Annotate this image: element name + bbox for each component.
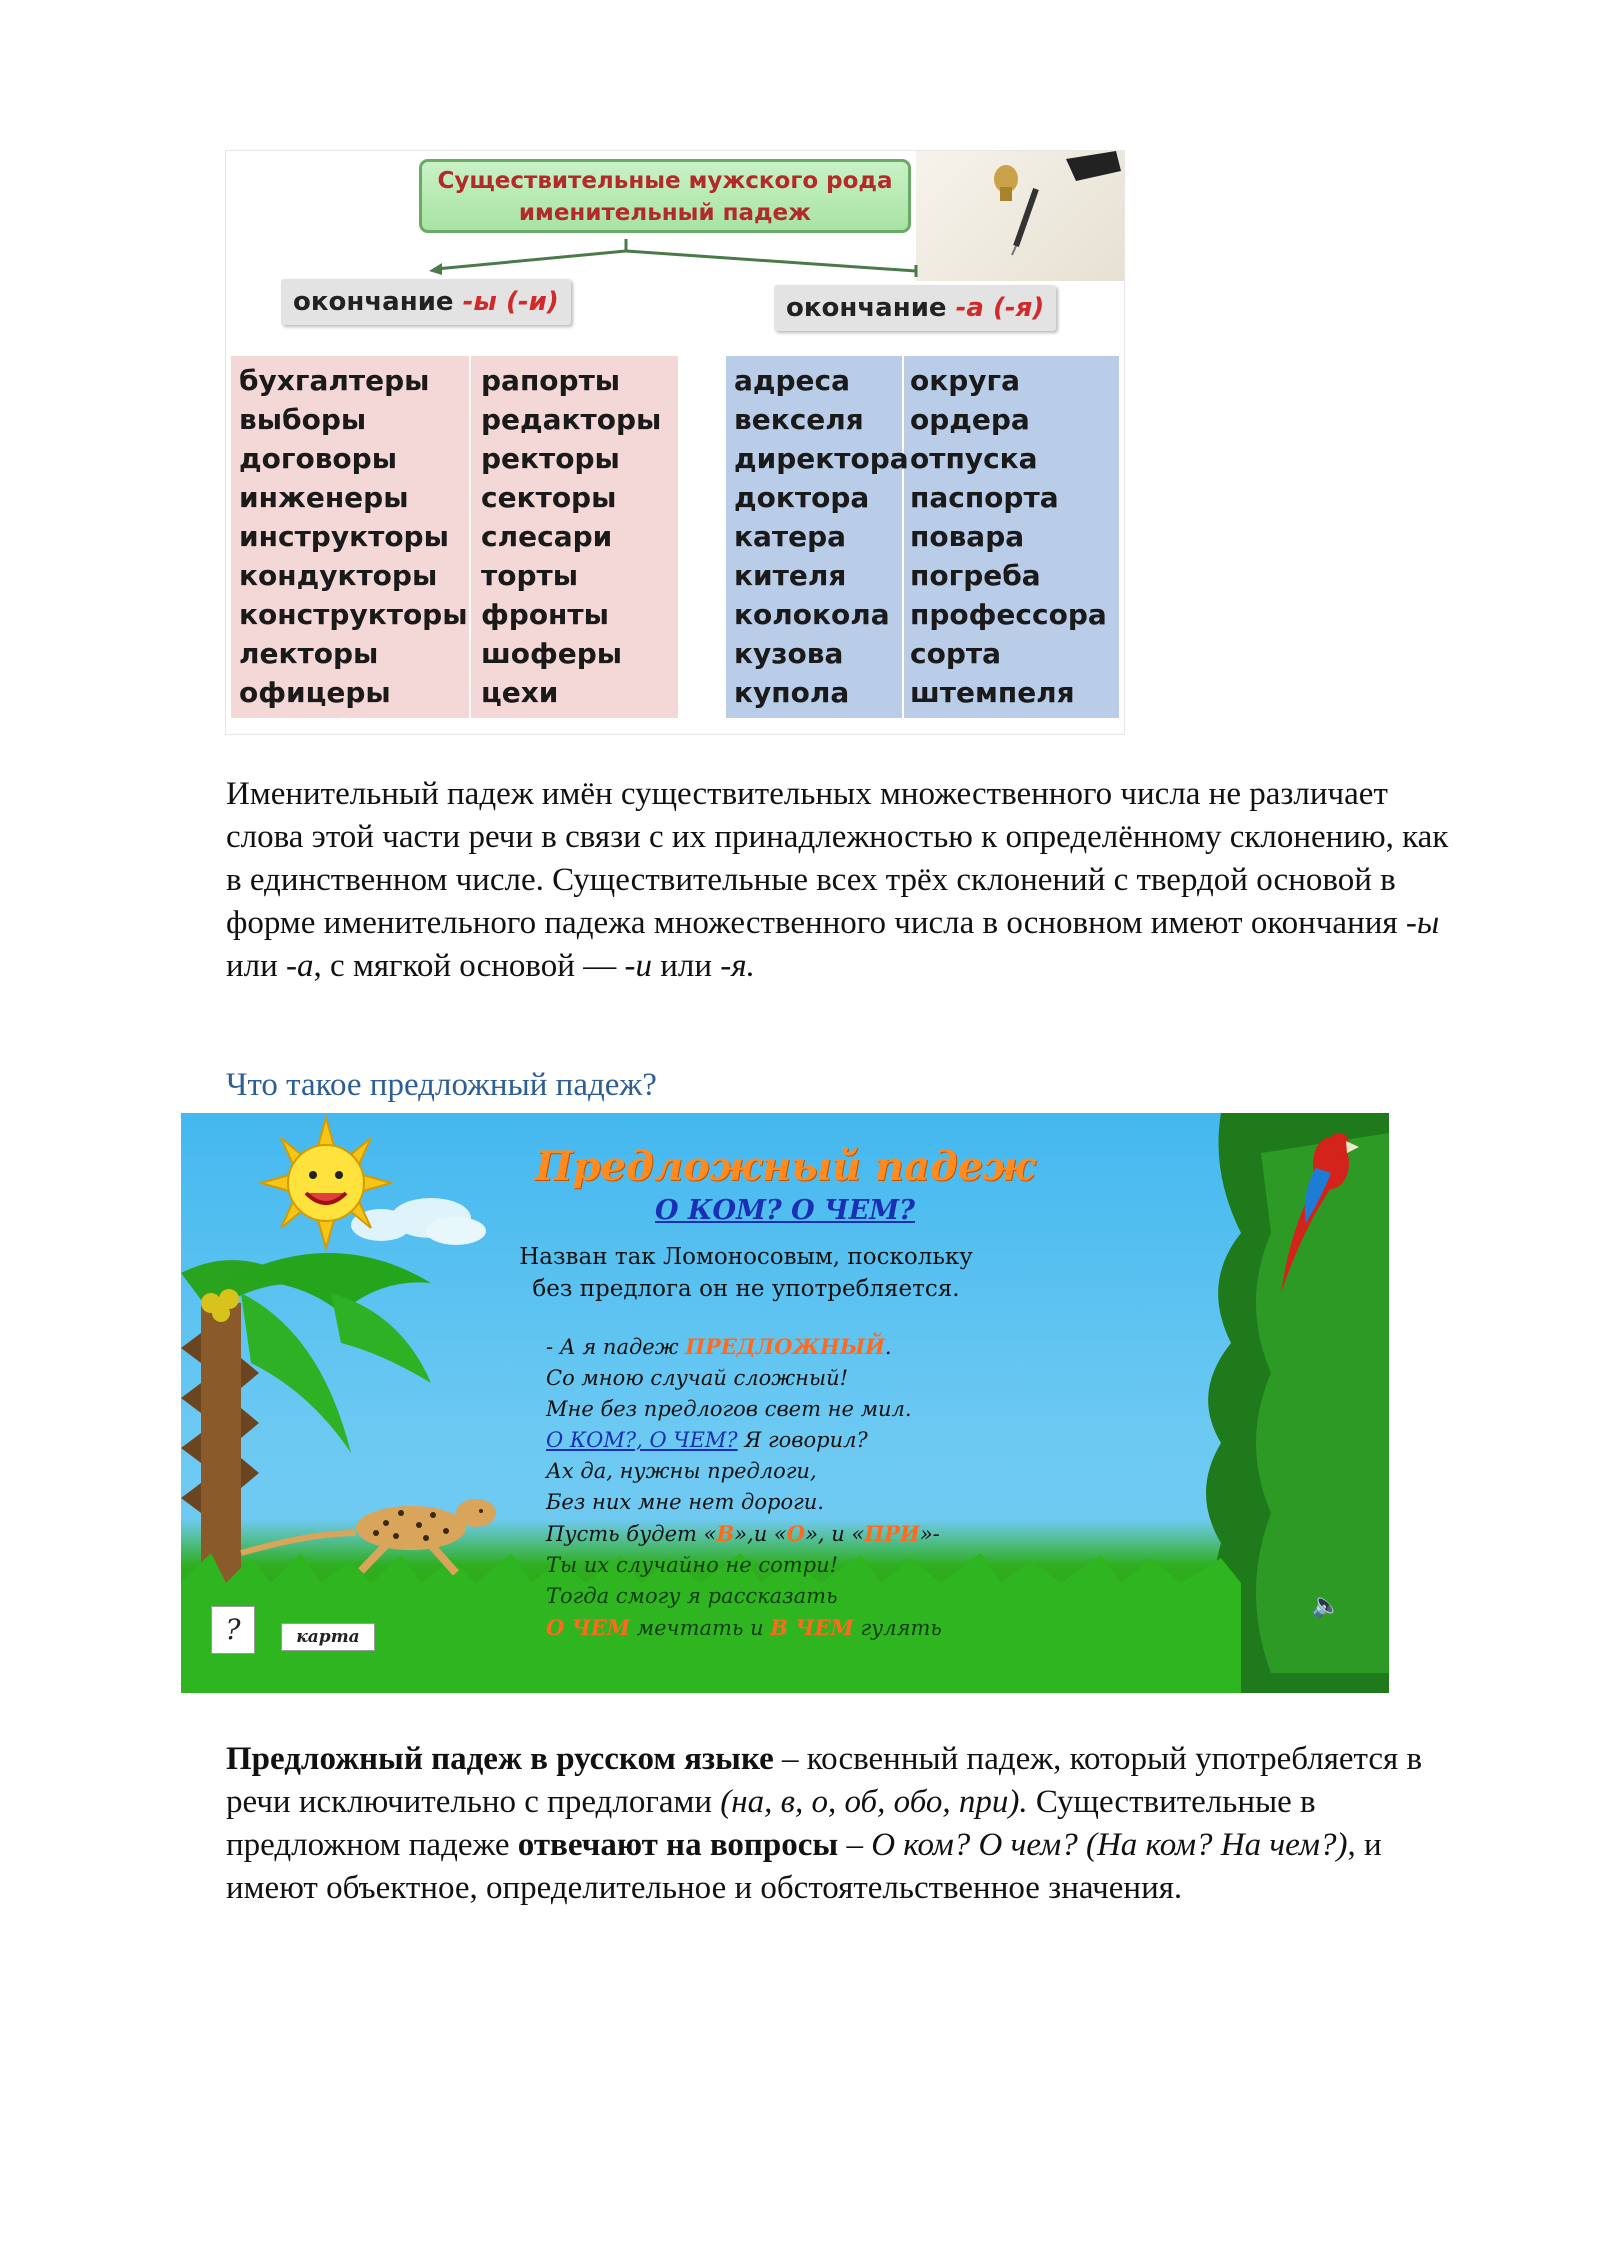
help-button[interactable]: ? (211, 1606, 255, 1654)
intro-line: Назван так Ломоносовым, поскольку (519, 1244, 973, 1270)
word-item: кителя (734, 559, 847, 592)
poem-line: Тогда смогу я рассказать (546, 1584, 838, 1608)
word-item: катера (734, 520, 847, 553)
ending-suffix: -а (-я) (955, 293, 1045, 323)
poem-line: Ты их случайно не сотри! (546, 1553, 839, 1577)
word-item: погреба (910, 559, 1041, 592)
cheetah-icon (241, 1499, 496, 1573)
word-item: выборы (239, 403, 367, 436)
word-item: секторы (481, 481, 617, 514)
word-item: договоры (239, 442, 398, 475)
word-item: векселя (734, 403, 864, 436)
word-list-left-2 (481, 361, 661, 712)
word-item: паспорта (910, 481, 1059, 514)
ending-y: -ы (1405, 905, 1440, 941)
map-button[interactable]: карта (281, 1623, 375, 1651)
word-item: рапорты (481, 364, 621, 397)
word-item: штемпеля (910, 676, 1075, 709)
slide-intro (446, 1241, 1046, 1305)
questions-list: О ком? О чем? (На ком? На чем?) (871, 1827, 1348, 1863)
paragraph-nominative-plural (226, 773, 1456, 988)
poem-line: Со мною случай сложный! (546, 1366, 849, 1390)
slide-title: Предложный падеж (534, 1143, 1036, 1190)
ending-word: окончание (293, 287, 463, 317)
intro-line: без предлога он не употребляется. (532, 1276, 960, 1302)
para1-text: Именительный падеж имён существительных множественного числа не различает слова этой части речи в связи с их принадлежностью к определённому склонению, как в единственном числе. Существительные всех трёх склонений с твердой основой в форме именительного падежа множественного числа в основном имеют окончания (226, 776, 1449, 941)
word-item: колокола (734, 598, 890, 631)
word-item: конструкторы (239, 598, 468, 631)
word-item: лекторы (239, 637, 379, 670)
poem-line: О КОМ?, О ЧЕМ? Я говорил? (546, 1428, 868, 1452)
word-item: отпуска (910, 442, 1038, 475)
prepositional-case-slide (181, 1113, 1389, 1693)
word-list-right-1 (734, 361, 909, 712)
word-item: ордера (910, 403, 1030, 436)
word-item: округа (910, 364, 1021, 397)
word-item: офицеры (239, 676, 391, 709)
word-item: директора (734, 442, 909, 475)
word-item: торты (481, 559, 579, 592)
section-heading: Что такое предложный падеж? (226, 1067, 657, 1103)
word-item: шоферы (481, 637, 623, 670)
word-list-left-1 (239, 361, 468, 712)
word-item: цехи (481, 676, 559, 709)
ending-ya: -я. (720, 948, 755, 984)
ending-i: -и (624, 948, 652, 984)
para1-text: или (651, 948, 721, 984)
para2-text: – косвенный падеж, который употребляется в речи исключительно с предлогами (226, 1741, 1423, 1820)
word-item: адреса (734, 364, 851, 397)
figure-title-line2: именительный падеж (518, 200, 812, 226)
para2-text: – (838, 1827, 872, 1863)
ending-label-left (281, 279, 571, 325)
column-divider (469, 356, 471, 718)
word-item: кондукторы (239, 559, 438, 592)
word-item: доктора (734, 481, 870, 514)
word-item: сорта (910, 637, 1001, 670)
poem-line: Без них мне нет дороги. (546, 1490, 824, 1514)
poem-line: - А я падеж ПРЕДЛОЖНЫЙ. (546, 1334, 892, 1359)
ending-a: -а (286, 948, 314, 984)
poem-line: Пусть будет «В»,и «О», и «ПРИ»- (546, 1521, 940, 1546)
ending-label-right (774, 285, 1056, 331)
paragraph-prepositional-case (226, 1738, 1456, 1910)
para1-text: , с мягкой основой — (313, 948, 625, 984)
word-item: повара (910, 520, 1025, 553)
noun-endings-figure (225, 150, 1125, 735)
word-list-right-2 (910, 361, 1107, 712)
word-item: кузова (734, 637, 844, 670)
word-item: профессора (910, 598, 1107, 631)
para2-text: , и имеют объектное, определительное и обстоятельственное значения. (226, 1827, 1382, 1906)
word-item: инженеры (239, 481, 409, 514)
slide-question-link[interactable]: О КОМ? О ЧЕМ? (655, 1195, 915, 1226)
questions-bold: отвечают на вопросы (517, 1827, 839, 1863)
figure-title-line1: Существительные мужского рода (437, 168, 893, 194)
word-item: бухгалтеры (239, 364, 430, 397)
word-item: купола (734, 676, 850, 709)
para2-text: Существительные в предложном падеже (226, 1784, 1316, 1863)
poem-line: О ЧЕМ мечтать и В ЧЕМ гулять (546, 1615, 942, 1640)
word-item: фронты (481, 598, 609, 631)
poem-line: Мне без предлогов свет не мил. (546, 1397, 912, 1421)
word-item: слесари (481, 520, 613, 553)
word-item: инструкторы (239, 520, 449, 553)
prepositions-list: (на, в, о, об, обо, при). (720, 1784, 1028, 1820)
speaker-icon[interactable]: 🔈 (1311, 1593, 1341, 1619)
word-item: ректоры (481, 442, 620, 475)
ending-suffix: -ы (-и) (462, 287, 559, 317)
word-item: редакторы (481, 403, 662, 436)
poem-line: Ах да, нужны предлоги, (546, 1459, 817, 1483)
ending-word: окончание (786, 293, 956, 323)
para1-text: или (226, 948, 287, 984)
term-bold: Предложный падеж в русском языке (226, 1741, 774, 1777)
slide-poem (546, 1331, 942, 1644)
